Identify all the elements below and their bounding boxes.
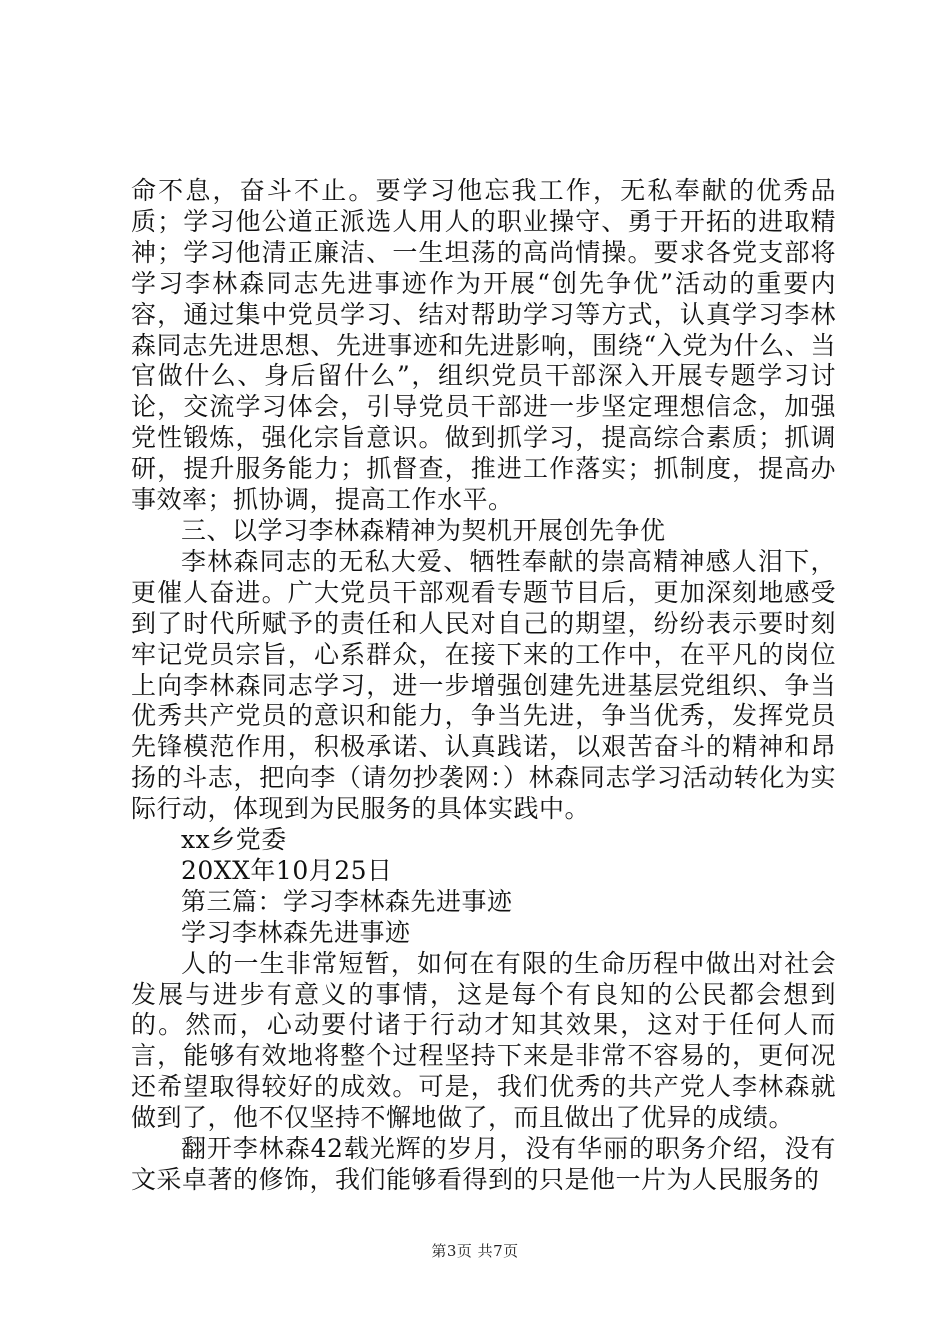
chapter-heading-three: 第三篇：学习李林森先进事迹 — [181, 886, 513, 916]
document-body — [131, 176, 836, 1196]
page-footer: 第3页 共7页 — [431, 1242, 519, 1260]
section-heading-three: 三、以学习李林森精神为契机开展创先争优 — [181, 515, 666, 545]
signature-date: 20XX年10月25日 — [181, 855, 393, 885]
signature-organization: xx乡党委 — [181, 825, 287, 855]
paragraph-42-years: 翻开李林森42载光辉的岁月，没有华丽的职务介绍，没有文采卓著的修饰，我们能够看得到的只是他一片为人民服务的 — [131, 1134, 836, 1194]
article-title: 学习李林森先进事迹 — [181, 917, 411, 947]
paragraph-inspiration: 李林森同志的无私大爱、牺牲奉献的崇高精神感人泪下，更催人奋进。广大党员干部观看专题节目后，更加深刻地感受到了时代所赋予的责任和人民对自己的期望，纷纷表示要时刻牢记党员宗旨，心系群众，在接下来的工作中，在平凡的岗位上向李林森同志学习，进一步增强创建先进基层党组织、争当优秀共产党员的意识和能力，争当先进，争当优秀，发挥党员先锋模范作用，积极承诺、认真践诺，以艰苦奋斗的精神和昂扬的斗志，把向李（请勿抄袭网：）林森同志学习活动转化为实际行动，体现到为民服务的具体实践中。 — [131, 546, 836, 824]
paragraph-life-reflection: 人的一生非常短暂，如何在有限的生命历程中做出对社会发展与进步有意义的事情，这是每个有良知的公民都会想到的。然而，心动要付诸于行动才知其效果，这对于任何人而言，能够有效地将整个过程坚持下来是非常不容易的，更何况还希望取得较好的成效。可是，我们优秀的共产党人李林森就做到了，他不仅坚持不懈地做了，而且做出了优异的成绩。 — [131, 948, 836, 1133]
paragraph-study-requirements: 命不息，奋斗不止。要学习他忘我工作，无私奉献的优秀品质；学习他公道正派选人用人的职业操守、勇于开拓的进取精神；学习他清正廉洁、一生坦荡的高尚情操。要求各党支部将学习李林森同志先进事迹作为开展“创先争优”活动的重要内容，通过集中党员学习、结对帮助学习等方式，认真学习李林森同志先进思想、先进事迹和先进影响，围绕“入党为什么、当官做什么、身后留什么”，组织党员干部深入开展专题学习讨论，交流学习体会，引导党员干部进一步坚定理想信念，加强党性锻炼，强化宗旨意识。做到抓学习，提高综合素质；抓调研，提升服务能力；抓督查，推进工作落实；抓制度，提高办事效率；抓协调，提高工作水平。 — [131, 176, 836, 515]
